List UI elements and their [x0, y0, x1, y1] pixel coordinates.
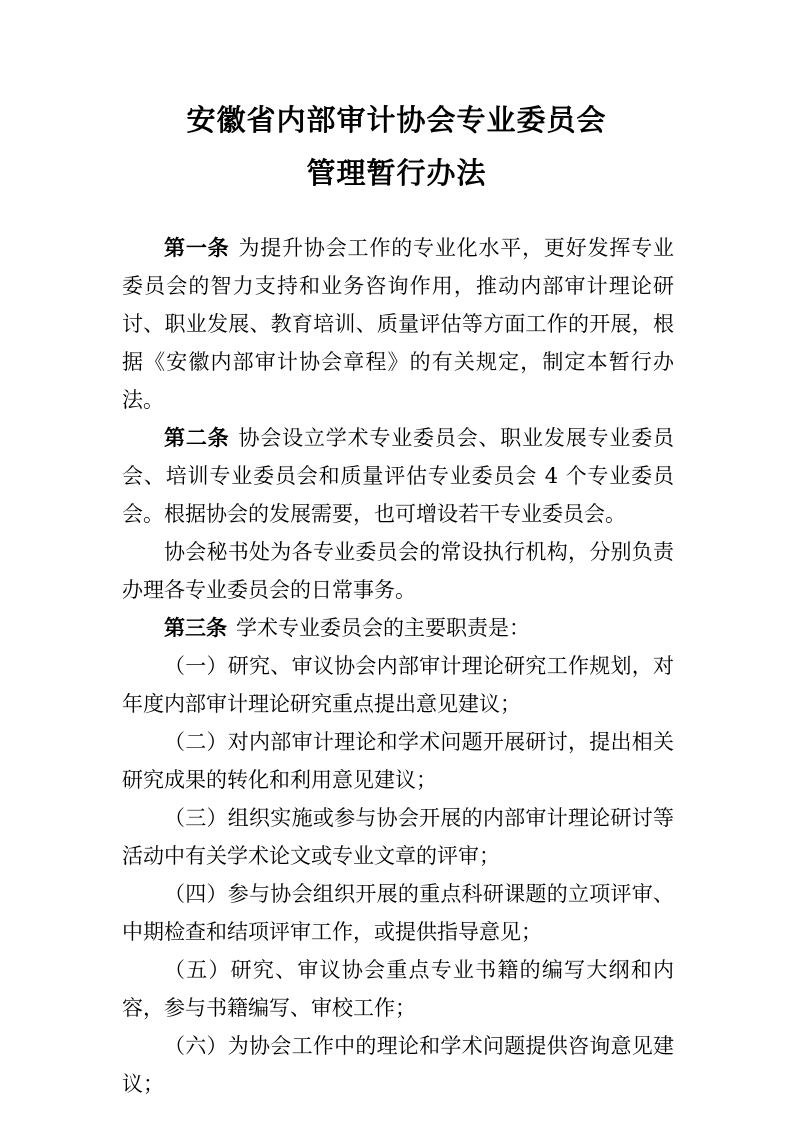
paragraph-text: （一）研究、审议协会内部审计理论研究工作规划，对年度内部审计理论研究重点提出意见建议； [122, 654, 674, 716]
paragraph [122, 419, 674, 533]
paragraph-text: 协会秘书处为各专业委员会的常设执行机构，分别负责办理各专业委员会的日常事务。 [122, 540, 674, 602]
paragraph [122, 609, 674, 647]
article-label: 第三条 [164, 616, 227, 640]
paragraph-text: （五）研究、审议协会重点专业书籍的编写大纲和内容，参与书籍编写、审校工作； [122, 958, 674, 1020]
paragraph [122, 533, 674, 609]
paragraph-text: （二）对内部审计理论和学术问题开展研讨，提出相关研究成果的转化和利用意见建议； [122, 730, 674, 792]
list-item [122, 875, 674, 951]
paragraph-text: 学术专业委员会的主要职责是： [236, 616, 530, 640]
paragraph-text: （六）为协会工作中的理论和学术问题提供咨询意见建议； [122, 1034, 674, 1096]
list-item [122, 647, 674, 723]
paragraph-text: 协会设立学术专业委员会、职业发展专业委员会、培训专业委员会和质量评估专业委员会 4 个专业委员会。根据协会的发展需要，也可增设若干专业委员会。 [122, 426, 675, 526]
document-title-line2: 管理暂行办法 [306, 156, 487, 190]
list-item [122, 723, 674, 799]
list-item [122, 799, 674, 875]
list-item [122, 951, 674, 1027]
paragraph-text: （四）参与协会组织开展的重点科研课题的立项评审、中期检查和结项评审工作，或提供指导意见； [122, 882, 674, 944]
document-title-line1: 安徽省内部审计协会专业委员会 [186, 103, 607, 137]
paragraph-text: （三）组织实施或参与协会开展的内部审计理论研讨等活动中有关学术论文或专业文章的评审； [122, 806, 674, 868]
document-body [122, 229, 674, 1103]
list-item [122, 1027, 674, 1103]
article-label: 第一条 [164, 236, 230, 260]
paragraph-text: 为提升协会工作的专业化水平，更好发挥专业委员会的智力支持和业务咨询作用，推动内部审计理论研讨、职业发展、教育培训、质量评估等方面工作的开展，根据《安徽内部审计协会章程》的有关规定，制定本暂行办法。 [122, 236, 675, 412]
paragraph [122, 229, 674, 419]
article-label: 第二条 [164, 426, 230, 450]
